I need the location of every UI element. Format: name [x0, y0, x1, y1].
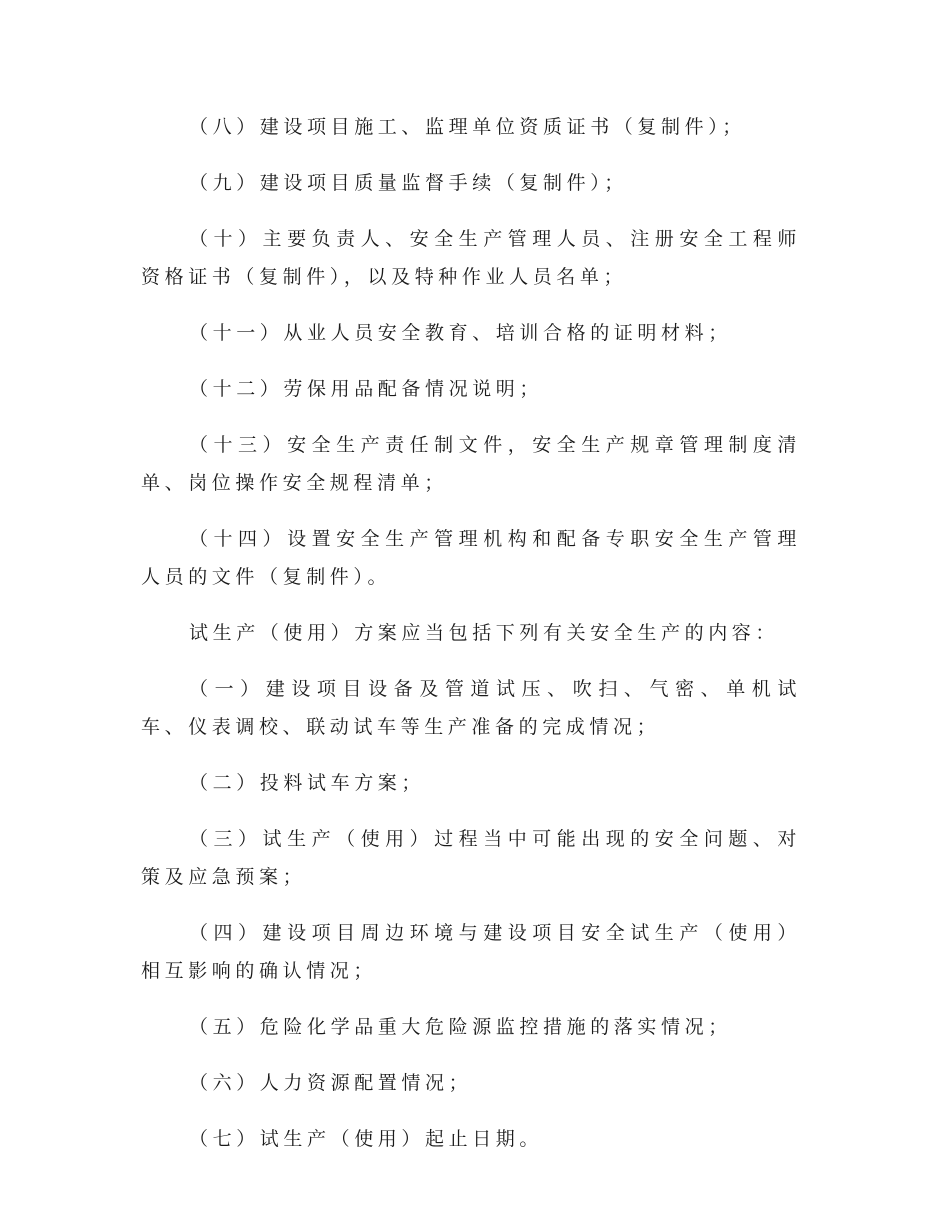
- paragraph-plan-item-5-hazard-monitoring: （五）危险化学品重大危险源监控措施的落实情况；: [189, 1016, 732, 1038]
- paragraph-trial-production-plan-intro: 试生产（使用）方案应当包括下列有关安全生产的内容：: [189, 622, 780, 644]
- paragraph-plan-item-3-emergency-plan: （三）试生产（使用）过程当中可能出现的安全问题、对策及应急预案；: [141, 828, 801, 888]
- paragraph-item-14-management-organization: （十四）设置安全生产管理机构和配备专职安全生产管理人员的文件（复制件）。: [141, 528, 801, 588]
- paragraph-item-10-personnel-certificates: （十）主要负责人、安全生产管理人员、注册安全工程师资格证书（复制件），以及特种作业人员名单；: [141, 228, 801, 288]
- paragraph-plan-item-6-staffing: （六）人力资源配置情况；: [189, 1072, 473, 1094]
- paragraph-item-12-protective-equipment: （十二）劳保用品配备情况说明；: [189, 378, 544, 400]
- paragraph-plan-item-7-dates: （七）试生产（使用）起止日期。: [189, 1128, 544, 1150]
- paragraph-item-8-construction-qualification: （八）建设项目施工、监理单位资质证书（复制件）；: [189, 116, 746, 138]
- paragraph-plan-item-4-surroundings: （四）建设项目周边环境与建设项目安全试生产（使用）相互影响的确认情况；: [141, 922, 801, 982]
- paragraph-item-11-safety-training: （十一）从业人员安全教育、培训合格的证明材料；: [189, 322, 732, 344]
- paragraph-plan-item-2-feeding-test: （二）投料试车方案；: [189, 772, 426, 794]
- document-body: [141, 108, 801, 1158]
- paragraph-item-13-responsibility-system: （十三）安全生产责任制文件，安全生产规章管理制度清单、岗位操作安全规程清单；: [141, 434, 801, 494]
- paragraph-plan-item-1-preparation: （一）建设项目设备及管道试压、吹扫、气密、单机试车、仪表调校、联动试车等生产准备的完成情况；: [141, 678, 801, 738]
- paragraph-item-9-quality-supervision: （九）建设项目质量监督手续（复制件）；: [189, 172, 628, 194]
